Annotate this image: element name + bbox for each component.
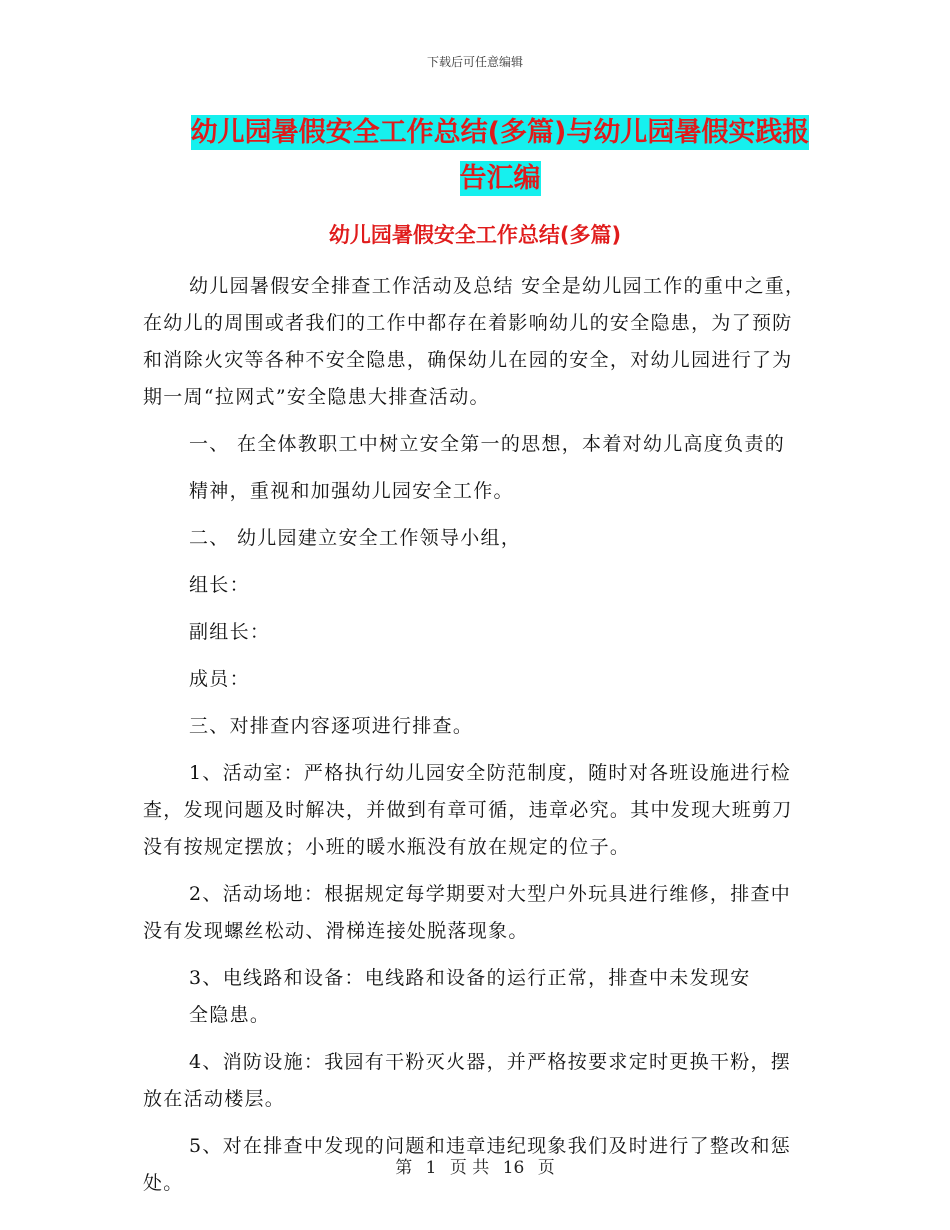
- paragraph-members: 成员：: [189, 668, 250, 690]
- paragraph-item-1: 一、 在全体教职工中树立安全第一的思想，本着对幼儿高度负责的: [189, 433, 786, 455]
- paragraph-wiring: 3、电线路和设备：电线路和设备的运行正常，排查中未发现安: [189, 967, 751, 989]
- footer-page-total: 16: [502, 1158, 525, 1178]
- paragraph-activity-ground: 2、活动场地：根据规定每学期要对大型户外玩具进行维修，排查中没有发现螺丝松动、滑梯连接处脱落现象。: [143, 883, 792, 942]
- document-title-line-2: 告汇编: [459, 163, 541, 194]
- page-footer: [0, 1153, 950, 1178]
- paragraph-rectification: 5、对在排查中发现的问题和违章违纪现象我们及时进行了整改和惩处。: [143, 1135, 792, 1194]
- footer-label-post: 页: [537, 1158, 555, 1178]
- footer-label-mid: 页 共: [449, 1158, 490, 1178]
- section-title: 幼儿园暑假安全工作总结(多篇): [328, 223, 622, 247]
- page-header-note: 下载后可任意编辑: [426, 55, 523, 69]
- document-title-line-1: 幼儿园暑假安全工作总结(多篇)与幼儿园暑假实践报: [190, 117, 810, 148]
- footer-page-current: 1: [425, 1158, 437, 1178]
- paragraph-leader: 组长：: [189, 574, 250, 596]
- paragraph-fire-facilities: 4、消防设施：我园有干粉灭火器，并严格按要求定时更换干粉，摆放在活动楼层。: [143, 1051, 792, 1110]
- paragraph-item-2: 二、 幼儿园建立安全工作领导小组，: [189, 527, 522, 549]
- paragraph-wiring-cont: 全隐患。: [189, 1004, 271, 1026]
- document-title: [150, 110, 850, 202]
- footer-label-pre: 第: [395, 1158, 413, 1178]
- paragraph-item-1-cont: 精神，重视和加强幼儿园安全工作。: [189, 480, 514, 502]
- document-body: [143, 268, 808, 1202]
- paragraph-intro: 幼儿园暑假安全排查工作活动及总结 安全是幼儿园工作的重中之重，在幼儿的周围或者我们的工作中都存在着影响幼儿的安全隐患，为了预防和消除火灾等各种不安全隐患，确保幼儿在园的安全，对幼儿园进行了为期一周“拉网式”安全隐患大排查活动。: [143, 275, 806, 408]
- paragraph-activity-room: 1、活动室：严格执行幼儿园安全防范制度，随时对各班设施进行检查，发现问题及时解决，并做到有章可循，违章必究。其中发现大班剪刀没有按规定摆放；小班的暖水瓶没有放在规定的位子。: [143, 762, 793, 858]
- paragraph-item-3: 三、对排查内容逐项进行排查。: [189, 715, 474, 737]
- paragraph-deputy-leader: 副组长：: [189, 621, 271, 643]
